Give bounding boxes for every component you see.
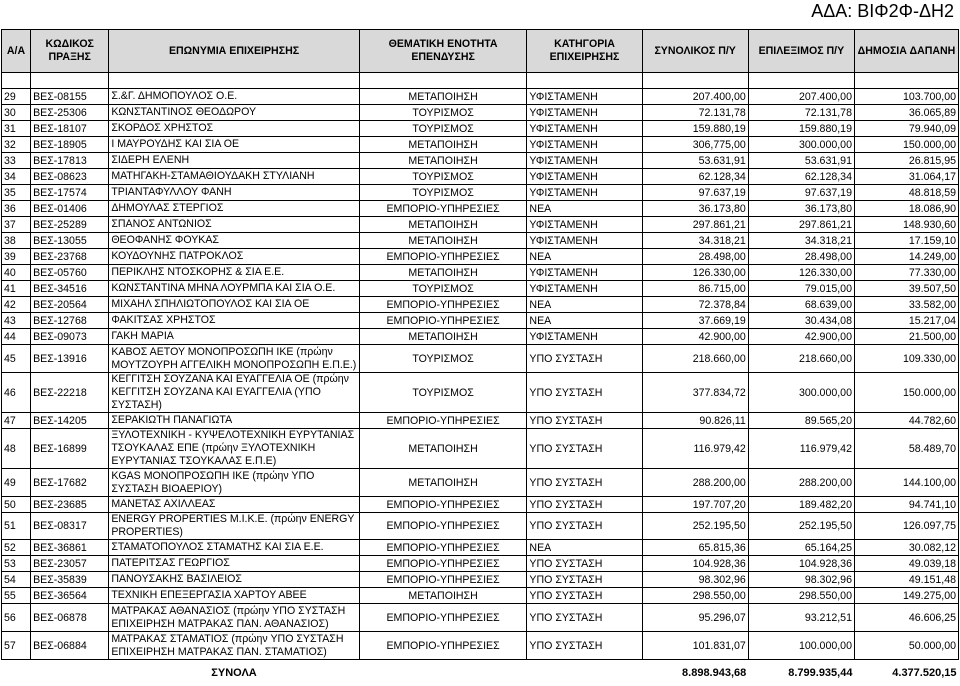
cell-eligible-budget: 28.498,00 [748, 249, 854, 265]
cell-name: ΦΑΚΙΤΣΑΣ ΧΡΗΣΤΟΣ [109, 313, 359, 329]
cell-aa: 56 [2, 604, 31, 632]
table-row [2, 249, 959, 265]
cell-public-expenditure: 94.741,10 [854, 497, 958, 513]
table-row [2, 632, 959, 660]
cell-theme: ΕΜΠΟΡΙΟ-ΥΠΗΡΕΣΙΕΣ [359, 572, 527, 588]
cell-aa: 51 [2, 513, 31, 540]
cell-category: ΥΠΟ ΣΥΣΤΑΣΗ [527, 345, 642, 373]
cell-total-budget: 101.831,07 [642, 632, 748, 660]
table-row [2, 497, 959, 513]
totals-spacer-4 [527, 660, 642, 686]
cell-code: ΒΕΣ-34516 [31, 281, 109, 297]
cell-aa: 36 [2, 201, 31, 217]
cell-aa: 55 [2, 588, 31, 604]
cell-total-budget: 377.834,72 [642, 373, 748, 413]
table-row [2, 413, 959, 429]
cell-public-expenditure: 49.151,48 [854, 572, 958, 588]
cell-public-expenditure: 144.100,00 [854, 469, 958, 497]
totals-public-expenditure: 4.377.520,15 [854, 660, 958, 686]
cell-total-budget: 53.631,91 [642, 153, 748, 169]
cell-theme: ΜΕΤΑΠΟΙΗΣΗ [359, 469, 527, 497]
cell-public-expenditure: 79.940,09 [854, 121, 958, 137]
cell-code: ΒΕΣ-08155 [31, 89, 109, 105]
cell-name: ΚΕΓΓΙΤΣΗ ΣΟΥΖΑΝΑ ΚΑΙ ΕΥΑΓΓΕΛΙΑ ΟΕ (πρώην ΚΕΓΓΙΤΣΗ ΣΟΥΖΑΝΑ ΚΑΙ ΕΥΑΓΓΕΛΙΑ (ΥΠΟ ΣΥΣΤΑΣΗ) [109, 373, 359, 413]
cell-name: ΜΑΤΡΑΚΑΣ ΑΘΑΝΑΣΙΟΣ (πρώην ΥΠΟ ΣΥΣΤΑΣΗ ΕΠΙΧΕΙΡΗΣΗ ΜΑΤΡΑΚΑΣ ΠΑΝ. ΑΘΑΝΑΣΙΟΣ) [109, 604, 359, 632]
cell-name: ΚΑΒΟΣ ΑΕΤΟΥ ΜΟΝΟΠΡΟΣΩΠΗ ΙΚΕ (πρώην ΜΟΥΤΖΟΥΡΗ ΑΓΓΕΛΙΚΗ ΜΟΝΟΠΡΟΣΩΠΗ Ε.Π.Ε.) [109, 345, 359, 373]
cell-total-budget: 72.378,84 [642, 297, 748, 313]
cell-aa: 42 [2, 297, 31, 313]
cell-name: ΠΕΡΙΚΛΗΣ ΝΤΟΣΚΟΡΗΣ & ΣΙΑ Ε.Ε. [109, 265, 359, 281]
cell-public-expenditure: 30.082,12 [854, 540, 958, 556]
cell-total-budget: 95.296,07 [642, 604, 748, 632]
table-row [2, 89, 959, 105]
cell-eligible-budget: 300.000,00 [748, 137, 854, 153]
cell-eligible-budget: 297.861,21 [748, 217, 854, 233]
cell-total-budget: 207.400,00 [642, 89, 748, 105]
cell-total-budget: 65.815,36 [642, 540, 748, 556]
cell-code: ΒΕΣ-35839 [31, 572, 109, 588]
cell-total-budget: 306,775,00 [642, 137, 748, 153]
cell-public-expenditure: 109.330,00 [854, 345, 958, 373]
cell-public-expenditure: 77.330,00 [854, 265, 958, 281]
cell-code: ΒΕΣ-01406 [31, 201, 109, 217]
cell-name: ΣΤΑΜΑΤΟΠΟΥΛΟΣ ΣΤΑΜΑΤΗΣ ΚΑΙ ΣΙΑ Ε.Ε. [109, 540, 359, 556]
table-row [2, 121, 959, 137]
cell-code: ΒΕΣ-25289 [31, 217, 109, 233]
cell-total-budget: 252.195,50 [642, 513, 748, 540]
totals-total-budget: 8.898.943,68 [642, 660, 748, 686]
blank-row [2, 73, 959, 89]
cell-public-expenditure: 31.064,17 [854, 169, 958, 185]
cell-total-budget: 159.880,19 [642, 121, 748, 137]
cell-theme: ΕΜΠΟΡΙΟ-ΥΠΗΡΕΣΙΕΣ [359, 604, 527, 632]
cell-eligible-budget: 93.212,51 [748, 604, 854, 632]
cell-theme: ΕΜΠΟΡΙΟ-ΥΠΗΡΕΣΙΕΣ [359, 413, 527, 429]
cell-aa: 46 [2, 373, 31, 413]
cell-code: ΒΕΣ-17574 [31, 185, 109, 201]
table-row [2, 604, 959, 632]
cell-code: ΒΕΣ-36564 [31, 588, 109, 604]
cell-category: ΥΠΟ ΣΥΣΤΑΣΗ [527, 497, 642, 513]
cell-theme: ΤΟΥΡΙΣΜΟΣ [359, 373, 527, 413]
cell-theme: ΤΟΥΡΙΣΜΟΣ [359, 185, 527, 201]
cell-aa: 34 [2, 169, 31, 185]
cell-category: ΥΠΟ ΣΥΣΤΑΣΗ [527, 556, 642, 572]
cell-aa: 49 [2, 469, 31, 497]
cell-code: ΒΕΣ-18107 [31, 121, 109, 137]
cell-eligible-budget: 104.928,36 [748, 556, 854, 572]
cell-eligible-budget: 72.131,78 [748, 105, 854, 121]
cell-theme: ΕΜΠΟΡΙΟ-ΥΠΗΡΕΣΙΕΣ [359, 556, 527, 572]
cell-eligible-budget: 65.164,25 [748, 540, 854, 556]
table-row [2, 588, 959, 604]
cell-code: ΒΕΣ-23685 [31, 497, 109, 513]
cell-theme: ΜΕΤΑΠΟΙΗΣΗ [359, 153, 527, 169]
cell-total-budget: 28.498,00 [642, 249, 748, 265]
table-row [2, 185, 959, 201]
cell-total-budget: 72.131,78 [642, 105, 748, 121]
table-row [2, 297, 959, 313]
cell-aa: 35 [2, 185, 31, 201]
cell-total-budget: 98.302,96 [642, 572, 748, 588]
cell-code: ΒΕΣ-23768 [31, 249, 109, 265]
cell-aa: 39 [2, 249, 31, 265]
cell-eligible-budget: 116.979,42 [748, 429, 854, 469]
cell-category: ΝΕΑ [527, 201, 642, 217]
cell-theme: ΕΜΠΟΡΙΟ-ΥΠΗΡΕΣΙΕΣ [359, 513, 527, 540]
cell-eligible-budget: 36.173,80 [748, 201, 854, 217]
header-theme: ΘΕΜΑΤΙΚΗ ΕΝΟΤΗΤΑ ΕΠΕΝΔΥΣΗΣ [359, 30, 527, 73]
cell-category: ΥΦΙΣΤΑΜΕΝΗ [527, 329, 642, 345]
cell-eligible-budget: 53.631,91 [748, 153, 854, 169]
table-row [2, 513, 959, 540]
cell-code: ΒΕΣ-12768 [31, 313, 109, 329]
cell-code: ΒΕΣ-16899 [31, 429, 109, 469]
cell-category: ΝΕΑ [527, 313, 642, 329]
header-total-budget: ΣΥΝΟΛΙΚΟΣ Π/Υ [642, 30, 748, 73]
cell-public-expenditure: 18.086,90 [854, 201, 958, 217]
cell-eligible-budget: 288.200,00 [748, 469, 854, 497]
cell-public-expenditure: 46.606,25 [854, 604, 958, 632]
cell-code: ΒΕΣ-20564 [31, 297, 109, 313]
cell-aa: 52 [2, 540, 31, 556]
cell-name: ENERGY PROPERTIES Μ.Ι.Κ.Ε. (πρώην ENERGY PROPERTIES) [109, 513, 359, 540]
table-row [2, 329, 959, 345]
cell-public-expenditure: 149.275,00 [854, 588, 958, 604]
table-row [2, 265, 959, 281]
cell-category: ΝΕΑ [527, 297, 642, 313]
cell-code: ΒΕΣ-09073 [31, 329, 109, 345]
cell-name: ΣΚΟΡΔΟΣ ΧΡΗΣΤΟΣ [109, 121, 359, 137]
cell-total-budget: 86.715,00 [642, 281, 748, 297]
cell-name: ΤΕΧΝΙΚΗ ΕΠΕΞΕΡΓΑΣΙΑ ΧΑΡΤΟΥ ΑΒΕΕ [109, 588, 359, 604]
cell-public-expenditure: 21.500,00 [854, 329, 958, 345]
cell-category: ΥΠΟ ΣΥΣΤΑΣΗ [527, 513, 642, 540]
cell-total-budget: 104.928,36 [642, 556, 748, 572]
cell-public-expenditure: 15.217,04 [854, 313, 958, 329]
cell-eligible-budget: 218.660,00 [748, 345, 854, 373]
cell-aa: 33 [2, 153, 31, 169]
cell-aa: 32 [2, 137, 31, 153]
cell-theme: ΜΕΤΑΠΟΙΗΣΗ [359, 89, 527, 105]
cell-category: ΥΠΟ ΣΥΣΤΑΣΗ [527, 469, 642, 497]
cell-theme: ΜΕΤΑΠΟΙΗΣΗ [359, 233, 527, 249]
projects-table [1, 29, 959, 686]
cell-category: ΥΦΙΣΤΑΜΕΝΗ [527, 121, 642, 137]
cell-eligible-budget: 189.482,20 [748, 497, 854, 513]
cell-total-budget: 97.637,19 [642, 185, 748, 201]
cell-name: ΜΑΤΡΑΚΑΣ ΣΤΑΜΑΤΙΟΣ (πρώην ΥΠΟ ΣΥΣΤΑΣΗ ΕΠΙΧΕΙΡΗΣΗ ΜΑΤΡΑΚΑΣ ΠΑΝ. ΣΤΑΜΑΤΙΟΣ) [109, 632, 359, 660]
table-row [2, 281, 959, 297]
cell-eligible-budget: 68.639,00 [748, 297, 854, 313]
cell-theme: ΜΕΤΑΠΟΙΗΣΗ [359, 137, 527, 153]
table-row [2, 556, 959, 572]
cell-eligible-budget: 298.550,00 [748, 588, 854, 604]
cell-eligible-budget: 252.195,50 [748, 513, 854, 540]
cell-code: ΒΕΣ-22218 [31, 373, 109, 413]
cell-category: ΥΦΙΣΤΑΜΕΝΗ [527, 217, 642, 233]
cell-theme: ΤΟΥΡΙΣΜΟΣ [359, 169, 527, 185]
cell-eligible-budget: 62.128,34 [748, 169, 854, 185]
cell-name: ΔΗΜΟΥΛΑΣ ΣΤΕΡΓΙΟΣ [109, 201, 359, 217]
cell-public-expenditure: 150.000,00 [854, 373, 958, 413]
cell-category: ΥΠΟ ΣΥΣΤΑΣΗ [527, 413, 642, 429]
totals-spacer-2 [31, 660, 109, 686]
cell-code: ΒΕΣ-17813 [31, 153, 109, 169]
cell-public-expenditure: 58.489,70 [854, 429, 958, 469]
cell-code: ΒΕΣ-06878 [31, 604, 109, 632]
header-category: ΚΑΤΗΓΟΡΙΑ ΕΠΙΧΕΙΡΗΣΗΣ [527, 30, 642, 73]
table-row [2, 153, 959, 169]
cell-theme: ΕΜΠΟΡΙΟ-ΥΠΗΡΕΣΙΕΣ [359, 297, 527, 313]
cell-total-budget: 62.128,34 [642, 169, 748, 185]
cell-aa: 45 [2, 345, 31, 373]
cell-category: ΥΠΟ ΣΥΣΤΑΣΗ [527, 588, 642, 604]
table-row [2, 233, 959, 249]
cell-public-expenditure: 50.000,00 [854, 632, 958, 660]
cell-code: ΒΕΣ-08317 [31, 513, 109, 540]
cell-public-expenditure: 44.782,60 [854, 413, 958, 429]
table-row [2, 217, 959, 233]
cell-public-expenditure: 148.930,60 [854, 217, 958, 233]
cell-code: ΒΕΣ-36861 [31, 540, 109, 556]
cell-eligible-budget: 42.900,00 [748, 329, 854, 345]
cell-aa: 30 [2, 105, 31, 121]
cell-name: ΣΕΡΑΚΙΩΤΗ ΠΑΝΑΓΙΩΤΑ [109, 413, 359, 429]
cell-public-expenditure: 17.159,10 [854, 233, 958, 249]
cell-aa: 47 [2, 413, 31, 429]
cell-category: ΥΦΙΣΤΑΜΕΝΗ [527, 185, 642, 201]
table-row [2, 429, 959, 469]
cell-name: ΜΙΧΑΗΛ ΣΠΗΛΙΩΤΟΠΟΥΛΟΣ ΚΑΙ ΣΙΑ ΟΕ [109, 297, 359, 313]
cell-theme: ΜΕΤΑΠΟΙΗΣΗ [359, 429, 527, 469]
ada-label: ΑΔΑ: ΒΙΦ2Φ-ΔΗ2 [811, 0, 954, 22]
cell-aa: 41 [2, 281, 31, 297]
cell-eligible-budget: 207.400,00 [748, 89, 854, 105]
cell-name: ΚΟΥΔΟΥΝΗΣ ΠΑΤΡΟΚΛΟΣ [109, 249, 359, 265]
cell-category: ΥΦΙΣΤΑΜΕΝΗ [527, 233, 642, 249]
cell-aa: 57 [2, 632, 31, 660]
cell-code: ΒΕΣ-06884 [31, 632, 109, 660]
cell-total-budget: 126.330,00 [642, 265, 748, 281]
cell-category: ΥΠΟ ΣΥΣΤΑΣΗ [527, 429, 642, 469]
cell-total-budget: 90.826,11 [642, 413, 748, 429]
cell-aa: 29 [2, 89, 31, 105]
cell-name: ΠΑΝΟΥΣΑΚΗΣ ΒΑΣΙΛΕΙΟΣ [109, 572, 359, 588]
cell-code: ΒΕΣ-18905 [31, 137, 109, 153]
cell-name: ΣΙΔΕΡΗ ΕΛΕΝΗ [109, 153, 359, 169]
cell-theme: ΕΜΠΟΡΙΟ-ΥΠΗΡΕΣΙΕΣ [359, 313, 527, 329]
cell-category: ΝΕΑ [527, 540, 642, 556]
cell-name: ΚΩΝΣΤΑΝΤΙΝΟΣ ΘΕΟΔΩΡΟΥ [109, 105, 359, 121]
table-row [2, 469, 959, 497]
table-row [2, 105, 959, 121]
cell-total-budget: 116.979,42 [642, 429, 748, 469]
cell-theme: ΕΜΠΟΡΙΟ-ΥΠΗΡΕΣΙΕΣ [359, 632, 527, 660]
cell-aa: 40 [2, 265, 31, 281]
cell-name: ΘΕΟΦΑΝΗΣ ΦΟΥΚΑΣ [109, 233, 359, 249]
cell-public-expenditure: 103.700,00 [854, 89, 958, 105]
cell-public-expenditure: 150.000,00 [854, 137, 958, 153]
cell-aa: 50 [2, 497, 31, 513]
header-aa: Α/Α [2, 30, 31, 73]
cell-category: ΥΦΙΣΤΑΜΕΝΗ [527, 169, 642, 185]
cell-eligible-budget: 34.318,21 [748, 233, 854, 249]
cell-eligible-budget: 100.000,00 [748, 632, 854, 660]
cell-eligible-budget: 300.000,00 [748, 373, 854, 413]
cell-total-budget: 288.200,00 [642, 469, 748, 497]
cell-aa: 37 [2, 217, 31, 233]
cell-name: ΞΥΛΟΤΕΧΝΙΚΗ - ΚΥΨΕΛΟΤΕΧΝΙΚΗ ΕΥΡΥΤΑΝΙΑΣ ΤΣΟΥΚΑΛΑΣ ΕΠΕ (πρώην ΞΥΛΟΤΕΧΝΙΚΗ ΕΥΡΥΤΑΝΙΑΣ ΤΣΟΥΚΑΛΑΣ Ε.Π.Ε) [109, 429, 359, 469]
cell-public-expenditure: 39.507,50 [854, 281, 958, 297]
cell-name: ΠΑΤΕΡΙΤΣΑΣ ΓΕΩΡΓΙΟΣ [109, 556, 359, 572]
cell-eligible-budget: 79.015,00 [748, 281, 854, 297]
cell-category: ΥΦΙΣΤΑΜΕΝΗ [527, 153, 642, 169]
totals-label: ΣΥΝΟΛΑ [109, 660, 359, 686]
cell-total-budget: 36.173,80 [642, 201, 748, 217]
cell-eligible-budget: 98.302,96 [748, 572, 854, 588]
cell-eligible-budget: 89.565,20 [748, 413, 854, 429]
header-code: ΚΩΔΙΚΟΣ ΠΡΑΞΗΣ [31, 30, 109, 73]
cell-total-budget: 34.318,21 [642, 233, 748, 249]
cell-theme: ΜΕΤΑΠΟΙΗΣΗ [359, 217, 527, 233]
cell-name: Σ.&Γ. ΔΗΜΟΠΟΥΛΟΣ Ο.Ε. [109, 89, 359, 105]
cell-category: ΥΠΟ ΣΥΣΤΑΣΗ [527, 632, 642, 660]
cell-category: ΥΦΙΣΤΑΜΕΝΗ [527, 281, 642, 297]
cell-code: ΒΕΣ-05760 [31, 265, 109, 281]
cell-name: ΤΡΙΑΝΤΑΦΥΛΛΟΥ ΦΑΝΗ [109, 185, 359, 201]
cell-code: ΒΕΣ-13055 [31, 233, 109, 249]
totals-spacer-3 [359, 660, 527, 686]
cell-aa: 54 [2, 572, 31, 588]
cell-eligible-budget: 30.434,08 [748, 313, 854, 329]
cell-public-expenditure: 14.249,00 [854, 249, 958, 265]
cell-theme: ΤΟΥΡΙΣΜΟΣ [359, 345, 527, 373]
cell-theme: ΜΕΤΑΠΟΙΗΣΗ [359, 329, 527, 345]
table-row [2, 540, 959, 556]
cell-total-budget: 298.550,00 [642, 588, 748, 604]
cell-aa: 38 [2, 233, 31, 249]
cell-code: ΒΕΣ-13916 [31, 345, 109, 373]
cell-name: ΣΠΑΝΟΣ ΑΝΤΩΝΙΟΣ [109, 217, 359, 233]
header-public-expenditure: ΔΗΜΟΣΙΑ ΔΑΠΑΝΗ [854, 30, 958, 73]
cell-theme: ΕΜΠΟΡΙΟ-ΥΠΗΡΕΣΙΕΣ [359, 540, 527, 556]
cell-category: ΥΦΙΣΤΑΜΕΝΗ [527, 265, 642, 281]
cell-aa: 43 [2, 313, 31, 329]
totals-spacer-1 [2, 660, 31, 686]
cell-theme: ΕΜΠΟΡΙΟ-ΥΠΗΡΕΣΙΕΣ [359, 201, 527, 217]
table-row [2, 313, 959, 329]
cell-theme: ΜΕΤΑΠΟΙΗΣΗ [359, 588, 527, 604]
cell-theme: ΕΜΠΟΡΙΟ-ΥΠΗΡΕΣΙΕΣ [359, 249, 527, 265]
cell-category: ΥΦΙΣΤΑΜΕΝΗ [527, 105, 642, 121]
cell-total-budget: 297.861,21 [642, 217, 748, 233]
cell-public-expenditure: 36.065,89 [854, 105, 958, 121]
cell-aa: 31 [2, 121, 31, 137]
cell-name: ΚΩΝΣΤΑΝΤΙΝΑ ΜΗΝΑ ΛΟΥΡΜΠΑ ΚΑΙ ΣΙΑ Ο.Ε. [109, 281, 359, 297]
table-row [2, 169, 959, 185]
cell-category: ΥΠΟ ΣΥΣΤΑΣΗ [527, 373, 642, 413]
cell-public-expenditure: 48.818,59 [854, 185, 958, 201]
cell-category: ΥΠΟ ΣΥΣΤΑΣΗ [527, 572, 642, 588]
header-name: ΕΠΩΝΥΜΙΑ ΕΠΙΧΕΙΡΗΣΗΣ [109, 30, 359, 73]
cell-code: ΒΕΣ-14205 [31, 413, 109, 429]
cell-name: KGAS ΜΟΝΟΠΡΟΣΩΠΗ ΙΚΕ (πρώην ΥΠΟ ΣΥΣΤΑΣΗ ΒΙΟΑΕΡΙΟΥ) [109, 469, 359, 497]
cell-category: ΝΕΑ [527, 249, 642, 265]
cell-eligible-budget: 159.880,19 [748, 121, 854, 137]
cell-name: ΜΑΤΗΓΑΚΗ-ΣΤΑΜΑΘΙΟΥΔΑΚΗ ΣΤΥΛΙΑΝΗ [109, 169, 359, 185]
cell-code: ΒΕΣ-08623 [31, 169, 109, 185]
cell-public-expenditure: 49.039,18 [854, 556, 958, 572]
cell-theme: ΕΜΠΟΡΙΟ-ΥΠΗΡΕΣΙΕΣ [359, 497, 527, 513]
cell-theme: ΤΟΥΡΙΣΜΟΣ [359, 281, 527, 297]
cell-eligible-budget: 97.637,19 [748, 185, 854, 201]
cell-total-budget: 42.900,00 [642, 329, 748, 345]
cell-category: ΥΦΙΣΤΑΜΕΝΗ [527, 89, 642, 105]
cell-theme: ΤΟΥΡΙΣΜΟΣ [359, 121, 527, 137]
cell-name: ΜΑΝΕΤΑΣ ΑΧΙΛΛΕΑΣ [109, 497, 359, 513]
cell-theme: ΜΕΤΑΠΟΙΗΣΗ [359, 265, 527, 281]
header-eligible-budget: ΕΠΙΛΕΞΙΜΟΣ Π/Υ [748, 30, 854, 73]
cell-total-budget: 197.707,20 [642, 497, 748, 513]
totals-row [2, 660, 959, 686]
header-row [2, 30, 959, 73]
cell-category: ΥΦΙΣΤΑΜΕΝΗ [527, 137, 642, 153]
cell-theme: ΤΟΥΡΙΣΜΟΣ [359, 105, 527, 121]
totals-eligible-budget: 8.799.935,44 [748, 660, 854, 686]
cell-name: Ι ΜΑΥΡΟΥΔΗΣ ΚΑΙ ΣΙΑ ΟΕ [109, 137, 359, 153]
cell-eligible-budget: 126.330,00 [748, 265, 854, 281]
cell-code: ΒΕΣ-23057 [31, 556, 109, 572]
cell-total-budget: 37.669,19 [642, 313, 748, 329]
table-body [2, 73, 959, 686]
cell-category: ΥΠΟ ΣΥΣΤΑΣΗ [527, 604, 642, 632]
cell-total-budget: 218.660,00 [642, 345, 748, 373]
cell-public-expenditure: 26.815,95 [854, 153, 958, 169]
cell-aa: 48 [2, 429, 31, 469]
table-row [2, 572, 959, 588]
table-row [2, 201, 959, 217]
cell-public-expenditure: 33.582,00 [854, 297, 958, 313]
cell-aa: 44 [2, 329, 31, 345]
table-row [2, 137, 959, 153]
cell-code: ΒΕΣ-17682 [31, 469, 109, 497]
table-row [2, 345, 959, 373]
cell-code: ΒΕΣ-25306 [31, 105, 109, 121]
cell-public-expenditure: 126.097,75 [854, 513, 958, 540]
cell-name: ΓΑΚΗ ΜΑΡΙΑ [109, 329, 359, 345]
cell-aa: 53 [2, 556, 31, 572]
table-row [2, 373, 959, 413]
